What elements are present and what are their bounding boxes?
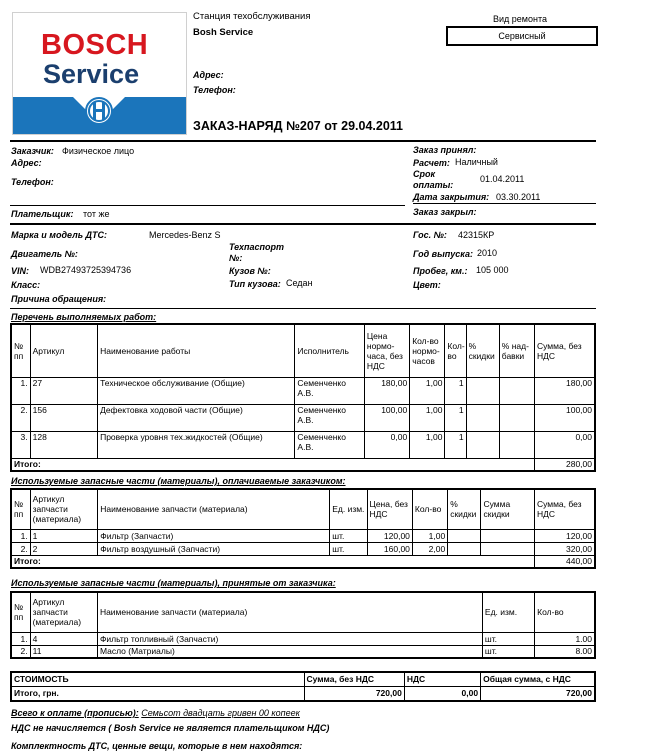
cell: 2 (30, 542, 98, 555)
station-phone-label: Телефон: (193, 85, 236, 95)
cell: 1,00 (410, 377, 445, 404)
customer-address-label: Адрес: (11, 158, 42, 168)
divider (10, 205, 405, 206)
parts-paid-header-cell: % скидки (448, 489, 481, 529)
divider (10, 223, 596, 225)
cell: 180,00 (535, 377, 595, 404)
year-value: 2010 (477, 248, 498, 258)
passport-label-1: Техпаспорт (229, 242, 285, 252)
cell: 1 (445, 377, 466, 404)
total-in-words (11, 708, 300, 718)
cost-no-vat-value: 720,00 (304, 686, 404, 701)
customer-label: Заказчик: (11, 146, 54, 156)
cell: 120,00 (534, 529, 595, 542)
repair-type-value: Сервисный (498, 31, 546, 41)
close-date-label: Дата закрытия: (413, 192, 490, 202)
works-header-cell: % скидки (466, 324, 499, 377)
reason-label: Причина обращения: (11, 294, 107, 304)
parts-paid-header-cell: Сумма скидки (481, 489, 534, 529)
cell: 3. (11, 431, 30, 458)
cell: 1 (445, 404, 466, 431)
parts-paid-header-cell: Цена, без НДС (367, 489, 412, 529)
body-type-value: Седан (286, 278, 313, 288)
cost-table (10, 671, 596, 702)
cost-col-vat: НДС (404, 672, 480, 686)
cell: 1.00 (535, 632, 595, 645)
cell: 1,00 (410, 431, 445, 458)
closed-by-label: Заказ закрыл: (413, 207, 477, 217)
payment-value: Наличный (455, 157, 498, 167)
works-header-cell: % над-бавки (499, 324, 534, 377)
payer-label: Плательщик: (11, 209, 74, 219)
cost-total-label: Итого, грн. (11, 686, 304, 701)
cell: 1,00 (410, 404, 445, 431)
parts-paid-table (10, 488, 596, 569)
term-label-2: оплаты: (413, 180, 454, 190)
color-label: Цвет: (413, 280, 441, 290)
payer-value: тот же (83, 209, 110, 219)
parts-customer-header-cell: Артикул запчасти (материала) (30, 592, 97, 632)
cell: шт. (482, 632, 534, 645)
vin-value: WDB27493725394736 (40, 265, 132, 275)
cell: 320,00 (534, 542, 595, 555)
repair-type-label: Вид ремонта (493, 14, 547, 24)
cost-vat-value: 0,00 (404, 686, 480, 701)
vat-note: НДС не начисляется ( Bosh Service не является плательщиком НДС) (11, 723, 330, 733)
cell: 156 (30, 404, 97, 431)
model-value: Mercedes-Benz S (149, 230, 221, 240)
mileage-value: 105 000 (476, 265, 509, 275)
cell (481, 542, 534, 555)
body-no-label: Кузов №: (229, 266, 271, 276)
cell: 128 (30, 431, 97, 458)
station-label: Станция техобслуживания (193, 11, 311, 22)
parts-paid-header-cell: Сумма, без НДС (534, 489, 595, 529)
works-header-cell: Цена нормо-часа, без НДС (364, 324, 409, 377)
station-address-label: Адрес: (193, 70, 224, 80)
table-row (11, 645, 595, 658)
cell: 1. (11, 529, 30, 542)
table-row (11, 632, 595, 645)
works-table (10, 323, 596, 472)
engine-label: Двигатель №: (11, 249, 78, 259)
bosch-service-logo (12, 12, 187, 135)
parts-customer-section-title: Используемые запасные части (материалы), принятые от заказчика: (11, 578, 336, 588)
year-label: Год выпуска: (413, 249, 473, 259)
cell: 2. (11, 542, 30, 555)
cell: 1. (11, 632, 30, 645)
cell: Дефектовка ходовой части (Общие) (98, 404, 295, 431)
cell (499, 377, 534, 404)
cell: 160,00 (367, 542, 412, 555)
cell: шт. (330, 529, 367, 542)
cell: Семенченко А.В. (295, 377, 364, 404)
works-section-title: Перечень выполняемых работ: (11, 312, 157, 322)
customer-value: Физическое лицо (62, 146, 135, 156)
works-header-cell: Наименование работы (98, 324, 295, 377)
gov-no-label: Гос. №: (413, 230, 447, 240)
works-header-cell: Кол-во нормо-часов (410, 324, 445, 377)
divider (413, 203, 596, 204)
cost-label: СТОИМОСТЬ (11, 672, 304, 686)
cell: Масло (Матриалы) (97, 645, 482, 658)
passport-label-2: №: (229, 253, 243, 263)
parts-customer-header-cell: Ед. изм. (482, 592, 534, 632)
cell: 1 (30, 529, 98, 542)
cell (466, 377, 499, 404)
parts-paid-section-title: Используемые запасные части (материалы), оплачиваемые заказчиком: (11, 476, 346, 486)
divider (10, 140, 596, 142)
total-words-value: Семьсот двадцать гривен 00 копеек (141, 708, 300, 718)
works-header-cell: № пп (11, 324, 30, 377)
gov-no-value: 42315КР (458, 230, 495, 240)
table-row (11, 542, 595, 555)
cell: 4 (30, 632, 97, 645)
cell: 11 (30, 645, 97, 658)
cell: шт. (482, 645, 534, 658)
cell (466, 404, 499, 431)
cell (448, 542, 481, 555)
cell: 100,00 (364, 404, 409, 431)
cost-total-row (11, 686, 595, 701)
parts-paid-total-value: 440,00 (534, 555, 595, 568)
parts-customer-header-cell: № пп (11, 592, 30, 632)
parts-customer-header-cell: Наименование запчасти (материала) (97, 592, 482, 632)
cell: 8.00 (535, 645, 595, 658)
cell: Семенченко А.В. (295, 404, 364, 431)
cost-col-no-vat: Сумма, без НДС (304, 672, 404, 686)
order-title: ЗАКАЗ-НАРЯД №207 от 29.04.2011 (193, 119, 404, 133)
cell (448, 529, 481, 542)
parts-customer-header-row (11, 592, 595, 632)
cell: 100,00 (535, 404, 595, 431)
cell: 180,00 (364, 377, 409, 404)
accepted-label: Заказ принял: (413, 145, 477, 155)
cell: 1. (11, 377, 30, 404)
works-total-row (11, 458, 595, 471)
works-header-row (11, 324, 595, 377)
cell: Фильтр (Запчасти) (98, 529, 330, 542)
works-header-cell: Артикул (30, 324, 97, 377)
works-total-value: 280,00 (535, 458, 595, 471)
payment-label: Расчет: (413, 158, 450, 168)
close-date-value: 03.30.2011 (496, 192, 541, 202)
cell: Техническое обслуживание (Общие) (98, 377, 295, 404)
class-label: Класс: (11, 280, 41, 290)
table-row (11, 431, 595, 458)
parts-customer-table (10, 591, 596, 659)
cell: Фильтр топливный (Запчасти) (97, 632, 482, 645)
logo-text-bosch: BOSCH (41, 29, 149, 61)
cell: 2. (11, 404, 30, 431)
station-name: Bosh Service (193, 27, 254, 38)
cell: Фильтр воздушный (Запчасти) (98, 542, 330, 555)
cell (499, 431, 534, 458)
parts-paid-header-cell: Артикул запчасти (материала) (30, 489, 98, 529)
term-value: 01.04.2011 (480, 174, 525, 184)
cell: 1,00 (412, 529, 447, 542)
model-label: Марка и модель ДТС: (11, 230, 108, 240)
customer-phone-label: Телефон: (11, 177, 54, 187)
works-header-cell: Сумма, без НДС (535, 324, 595, 377)
cell (481, 529, 534, 542)
vin-label: VIN: (11, 266, 29, 276)
parts-paid-total-label: Итого: (11, 555, 534, 568)
completeness-label: Комплектность ДТС, ценные вещи, которые в нем находятся: (11, 741, 303, 751)
parts-customer-header-cell: Кол-во (535, 592, 595, 632)
table-row (11, 404, 595, 431)
cell: Проверка уровня тех.жидкостей (Общие) (98, 431, 295, 458)
parts-paid-header-row (11, 489, 595, 529)
cost-total-value: 720,00 (481, 686, 595, 701)
cell: 120,00 (367, 529, 412, 542)
cell: Семенченко А.В. (295, 431, 364, 458)
table-row (11, 529, 595, 542)
parts-paid-header-cell: № пп (11, 489, 30, 529)
total-words-label: Всего к оплате (прописью): (11, 708, 139, 718)
cell (466, 431, 499, 458)
cell: 1 (445, 431, 466, 458)
parts-paid-header-cell: Наименование запчасти (материала) (98, 489, 330, 529)
cell: 27 (30, 377, 97, 404)
term-label-1: Срок (413, 169, 436, 179)
logo-text-service: Service (43, 59, 140, 89)
parts-paid-header-cell: Кол-во (412, 489, 447, 529)
cell: 0,00 (535, 431, 595, 458)
cell: 2. (11, 645, 30, 658)
cell (499, 404, 534, 431)
repair-type-box (446, 26, 598, 46)
cost-header-row (11, 672, 595, 686)
works-header-cell: Исполнитель (295, 324, 364, 377)
divider (10, 308, 596, 309)
works-header-cell: Кол-во (445, 324, 466, 377)
table-row (11, 377, 595, 404)
cell: 0,00 (364, 431, 409, 458)
works-total-label: Итого: (11, 458, 535, 471)
parts-paid-total-row (11, 555, 595, 568)
cell: шт. (330, 542, 367, 555)
parts-paid-header-cell: Ед. изм. (330, 489, 367, 529)
body-type-label: Тип кузова: (229, 279, 281, 289)
mileage-label: Пробег, км.: (413, 266, 468, 276)
cell: 2,00 (412, 542, 447, 555)
cost-col-total: Общая сумма, с НДС (481, 672, 595, 686)
